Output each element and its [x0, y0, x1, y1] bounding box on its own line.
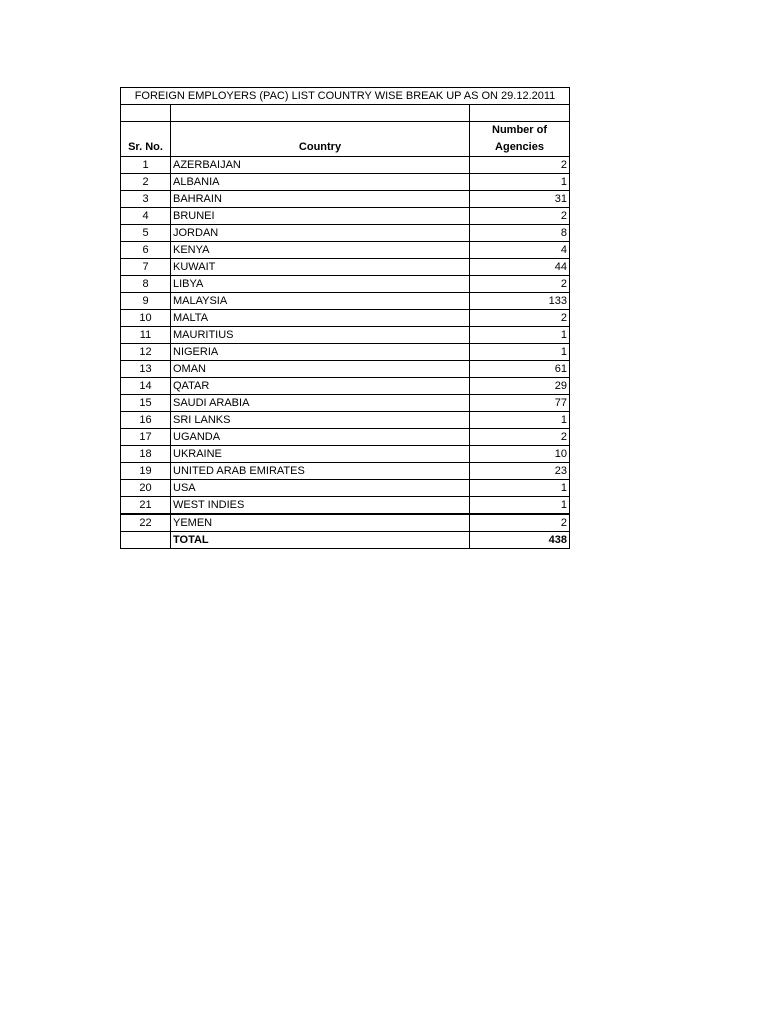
total-row [121, 532, 570, 549]
country-cell[interactable]: ALBANIA [171, 174, 470, 191]
agencies-count-cell[interactable]: 4 [470, 242, 570, 259]
agencies-count-cell[interactable]: 2 [470, 429, 570, 446]
agencies-count-cell[interactable]: 1 [470, 344, 570, 361]
table-row [121, 310, 570, 327]
title-row [121, 88, 570, 105]
agencies-count-cell[interactable]: 23 [470, 463, 570, 480]
country-cell[interactable]: MALTA [171, 310, 470, 327]
agencies-count-cell[interactable]: 44 [470, 259, 570, 276]
sr-no-cell[interactable]: 12 [121, 344, 171, 361]
table-row [121, 514, 570, 532]
table-row [121, 361, 570, 378]
country-cell[interactable]: UGANDA [171, 429, 470, 446]
agencies-count-cell[interactable]: 2 [470, 276, 570, 293]
sr-no-cell[interactable]: 11 [121, 327, 171, 344]
agencies-count-cell[interactable]: 77 [470, 395, 570, 412]
table-row [121, 191, 570, 208]
sr-no-cell[interactable]: 22 [121, 514, 171, 532]
agencies-count-cell[interactable]: 2 [470, 208, 570, 225]
table-row [121, 463, 570, 480]
table-row [121, 327, 570, 344]
sr-no-cell[interactable]: 5 [121, 225, 171, 242]
table-row [121, 208, 570, 225]
empty-cell[interactable] [171, 105, 470, 122]
country-cell[interactable]: JORDAN [171, 225, 470, 242]
table-row [121, 395, 570, 412]
country-cell[interactable]: LIBYA [171, 276, 470, 293]
agencies-count-cell[interactable]: 31 [470, 191, 570, 208]
agencies-count-cell[interactable]: 61 [470, 361, 570, 378]
country-cell[interactable]: NIGERIA [171, 344, 470, 361]
table-row [121, 157, 570, 174]
sr-no-cell[interactable]: 14 [121, 378, 171, 395]
agency-table [120, 87, 570, 549]
country-cell[interactable]: MAURITIUS [171, 327, 470, 344]
empty-cell[interactable] [470, 105, 570, 122]
agencies-count-cell[interactable]: 2 [470, 157, 570, 174]
country-cell[interactable]: KENYA [171, 242, 470, 259]
sr-no-cell[interactable]: 3 [121, 191, 171, 208]
sr-no-cell[interactable]: 18 [121, 446, 171, 463]
table-row [121, 293, 570, 310]
table-row [121, 242, 570, 259]
sr-no-cell[interactable]: 21 [121, 497, 171, 515]
table-title[interactable]: FOREIGN EMPLOYERS (PAC) LIST COUNTRY WISE BREAK UP AS ON 29.12.2011 [121, 88, 570, 105]
table-row [121, 378, 570, 395]
country-cell[interactable]: MALAYSIA [171, 293, 470, 310]
country-cell[interactable]: AZERBAIJAN [171, 157, 470, 174]
country-cell[interactable]: YEMEN [171, 514, 470, 532]
table-row [121, 174, 570, 191]
table-row [121, 412, 570, 429]
country-cell[interactable]: BAHRAIN [171, 191, 470, 208]
table-row [121, 480, 570, 497]
sr-no-cell[interactable]: 17 [121, 429, 171, 446]
empty-cell[interactable] [121, 105, 171, 122]
country-cell[interactable]: UKRAINE [171, 446, 470, 463]
header-country[interactable]: Country [171, 122, 470, 157]
agencies-count-cell[interactable]: 2 [470, 514, 570, 532]
agencies-count-cell[interactable]: 1 [470, 412, 570, 429]
sr-no-cell[interactable]: 10 [121, 310, 171, 327]
sr-no-cell[interactable]: 4 [121, 208, 171, 225]
table-row [121, 429, 570, 446]
table-row [121, 225, 570, 242]
country-cell[interactable]: UNITED ARAB EMIRATES [171, 463, 470, 480]
sr-no-cell[interactable]: 16 [121, 412, 171, 429]
sr-no-cell[interactable]: 19 [121, 463, 171, 480]
table-row [121, 276, 570, 293]
agencies-count-cell[interactable]: 10 [470, 446, 570, 463]
spreadsheet-sheet [120, 87, 569, 549]
sr-no-cell[interactable]: 8 [121, 276, 171, 293]
sr-no-cell[interactable]: 20 [121, 480, 171, 497]
agencies-count-cell[interactable]: 29 [470, 378, 570, 395]
spacer-row [121, 105, 570, 122]
agencies-count-cell[interactable]: 1 [470, 480, 570, 497]
total-value[interactable]: 438 [470, 532, 570, 549]
sr-no-cell[interactable]: 2 [121, 174, 171, 191]
sr-no-cell[interactable]: 15 [121, 395, 171, 412]
header-agencies-line2: Agencies [495, 141, 544, 153]
country-cell[interactable]: SAUDI ARABIA [171, 395, 470, 412]
header-agencies-line1: Number of [492, 124, 547, 136]
empty-cell[interactable] [121, 532, 171, 549]
country-cell[interactable]: OMAN [171, 361, 470, 378]
header-sr-no[interactable]: Sr. No. [121, 122, 171, 157]
country-cell[interactable]: WEST INDIES [171, 497, 470, 515]
sr-no-cell[interactable]: 7 [121, 259, 171, 276]
country-cell[interactable]: QATAR [171, 378, 470, 395]
total-label[interactable]: TOTAL [171, 532, 470, 549]
agencies-count-cell[interactable]: 1 [470, 327, 570, 344]
table-row [121, 259, 570, 276]
country-cell[interactable]: USA [171, 480, 470, 497]
agencies-count-cell[interactable]: 2 [470, 310, 570, 327]
sr-no-cell[interactable]: 13 [121, 361, 171, 378]
sr-no-cell[interactable]: 9 [121, 293, 171, 310]
header-number-of-agencies[interactable] [470, 122, 570, 157]
country-cell[interactable]: SRI LANKS [171, 412, 470, 429]
table-row [121, 446, 570, 463]
country-cell[interactable]: BRUNEI [171, 208, 470, 225]
header-row [121, 122, 570, 157]
sr-no-cell[interactable]: 1 [121, 157, 171, 174]
agencies-count-cell[interactable]: 1 [470, 497, 570, 515]
agencies-count-cell[interactable]: 1 [470, 174, 570, 191]
table-row [121, 497, 570, 515]
table-row [121, 344, 570, 361]
agencies-count-cell[interactable]: 8 [470, 225, 570, 242]
agencies-count-cell[interactable]: 133 [470, 293, 570, 310]
sr-no-cell[interactable]: 6 [121, 242, 171, 259]
country-cell[interactable]: KUWAIT [171, 259, 470, 276]
